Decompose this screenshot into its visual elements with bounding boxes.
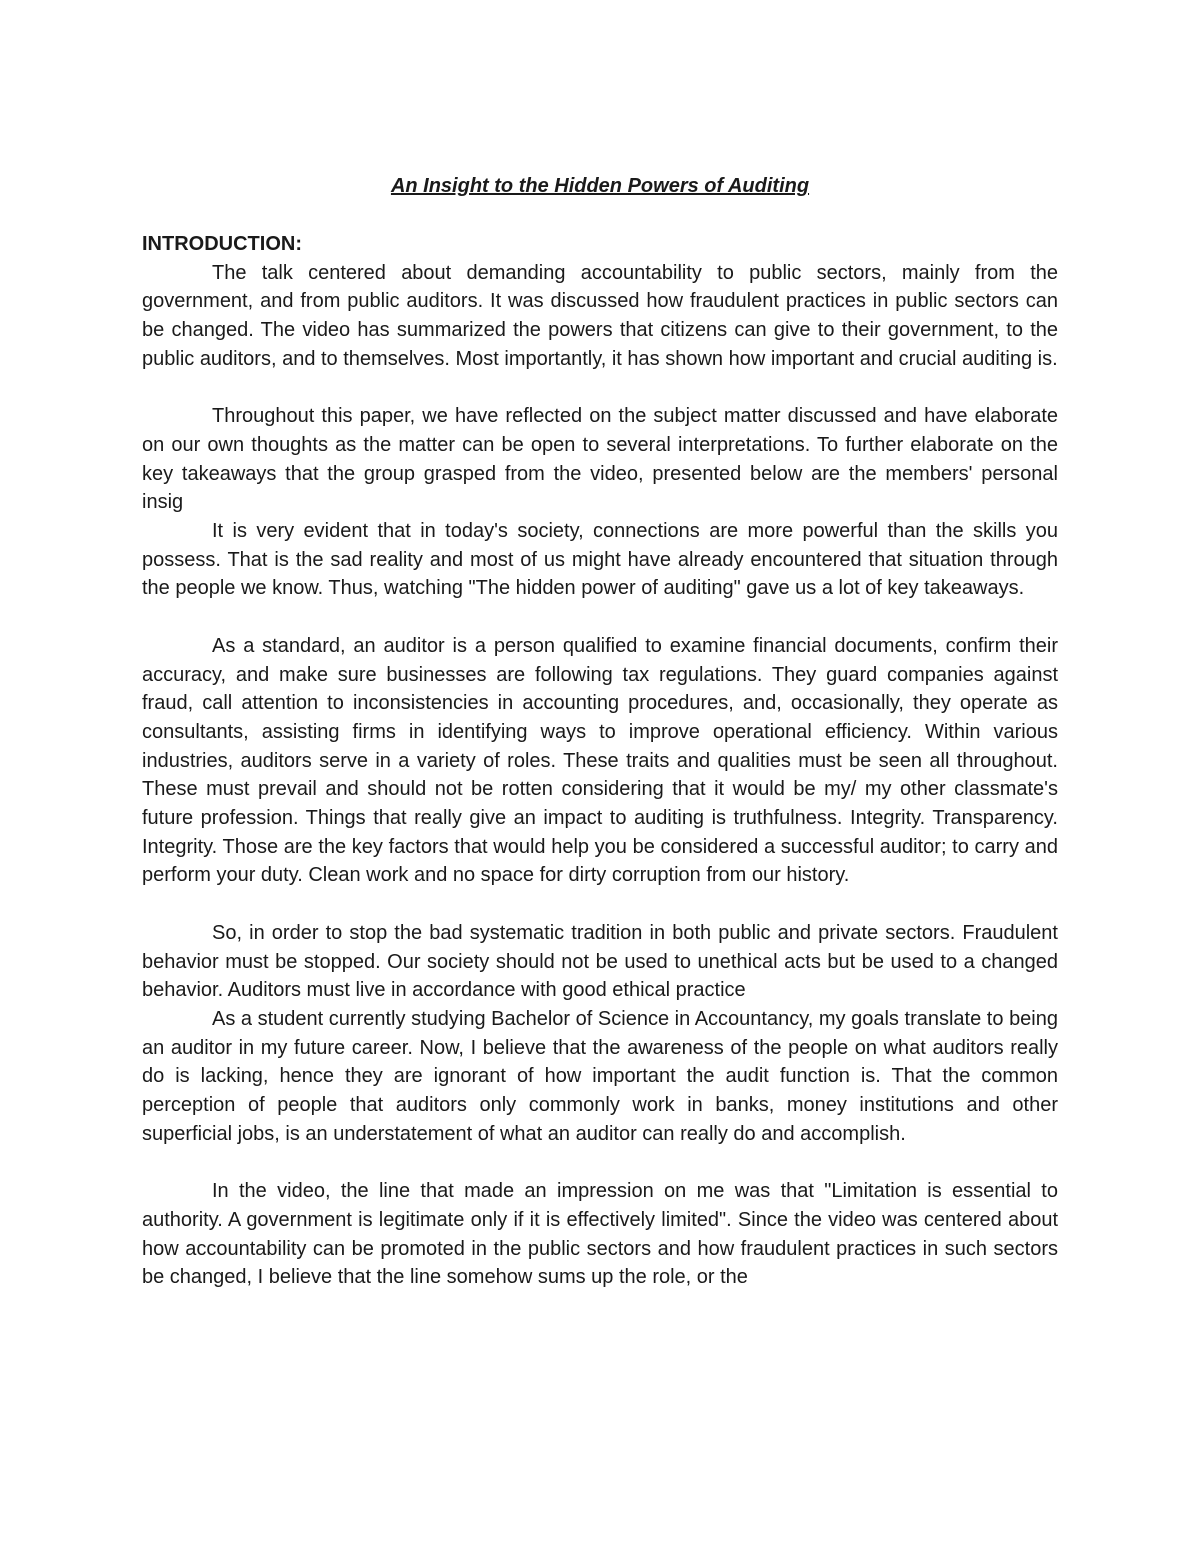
document-body xyxy=(142,172,1058,1292)
paragraph: As a student currently studying Bachelor of Science in Accountancy, my goals translate to being an auditor in my future career. Now, I believe that the awareness of the people on what auditors really do is lacking, hence they are ignorant of how important the audit function is. That the common perception of people that auditors only commonly work in banks, money institutions and other superficial jobs, is an understatement of what an auditor can really do and accomplish. xyxy=(142,1007,1058,1145)
paragraph: It is very evident that in today's society, connections are more powerful than the skills you possess. That is the sad reality and most of us might have already encountered that situation through the people we know. Thus, watching "The hidden power of auditing" gave us a lot of key takeaways. xyxy=(142,520,1058,600)
document-title: An Insight to the Hidden Powers of Auditing xyxy=(390,175,810,197)
paragraph: In the video, the line that made an impression on me was that "Limitation is essential to authority. A government is legitimate only if it is effectively limited". Since the video was centered about how accountability can be promoted in the public sectors and how fraudulent practices in such sectors be changed, I believe that the line somehow sums up the role, or the xyxy=(142,1180,1058,1289)
paragraph: Throughout this paper, we have reflected on the subject matter discussed and have elaborate on our own thoughts as the matter can be open to several interpretations. To further elaborate on the key takeaways that the group grasped from the video, presented below are the members' personal insig xyxy=(142,405,1058,514)
paragraph: As a standard, an auditor is a person qualified to examine financial documents, confirm their accuracy, and make sure businesses are following tax regulations. They guard companies against fraud, call attention to inconsistencies in accounting procedures, and, occasionally, they operate as consultants, assisting firms in identifying ways to improve operational efficiency. Within various industries, auditors serve in a variety of roles. These traits and qualities must be seen all throughout. These must prevail and should not be rotten considering that it would be my/ my other classmate's future profession. Things that really give an impact to auditing is truthfulness. Integrity. Transparency. Integrity. Those are the key factors that would help you be considered a successful auditor; to carry and perform your duty. Clean work and no space for dirty corruption from our history. xyxy=(142,634,1058,887)
section-heading: INTRODUCTION: xyxy=(142,233,302,255)
paragraph: The talk centered about demanding accountability to public sectors, mainly from the government, and from public auditors. It was discussed how fraudulent practices in public sectors can be changed. The video has summarized the powers that citizens can give to their government, to the public auditors, and to themselves. Most importantly, it has shown how important and crucial auditing is. xyxy=(142,261,1058,370)
paragraph: So, in order to stop the bad systematic tradition in both public and private sectors. Fraudulent behavior must be stopped. Our society should not be used to unethical acts but be used to a changed behavior. Auditors must live in accordance with good ethical practice xyxy=(142,921,1058,1002)
